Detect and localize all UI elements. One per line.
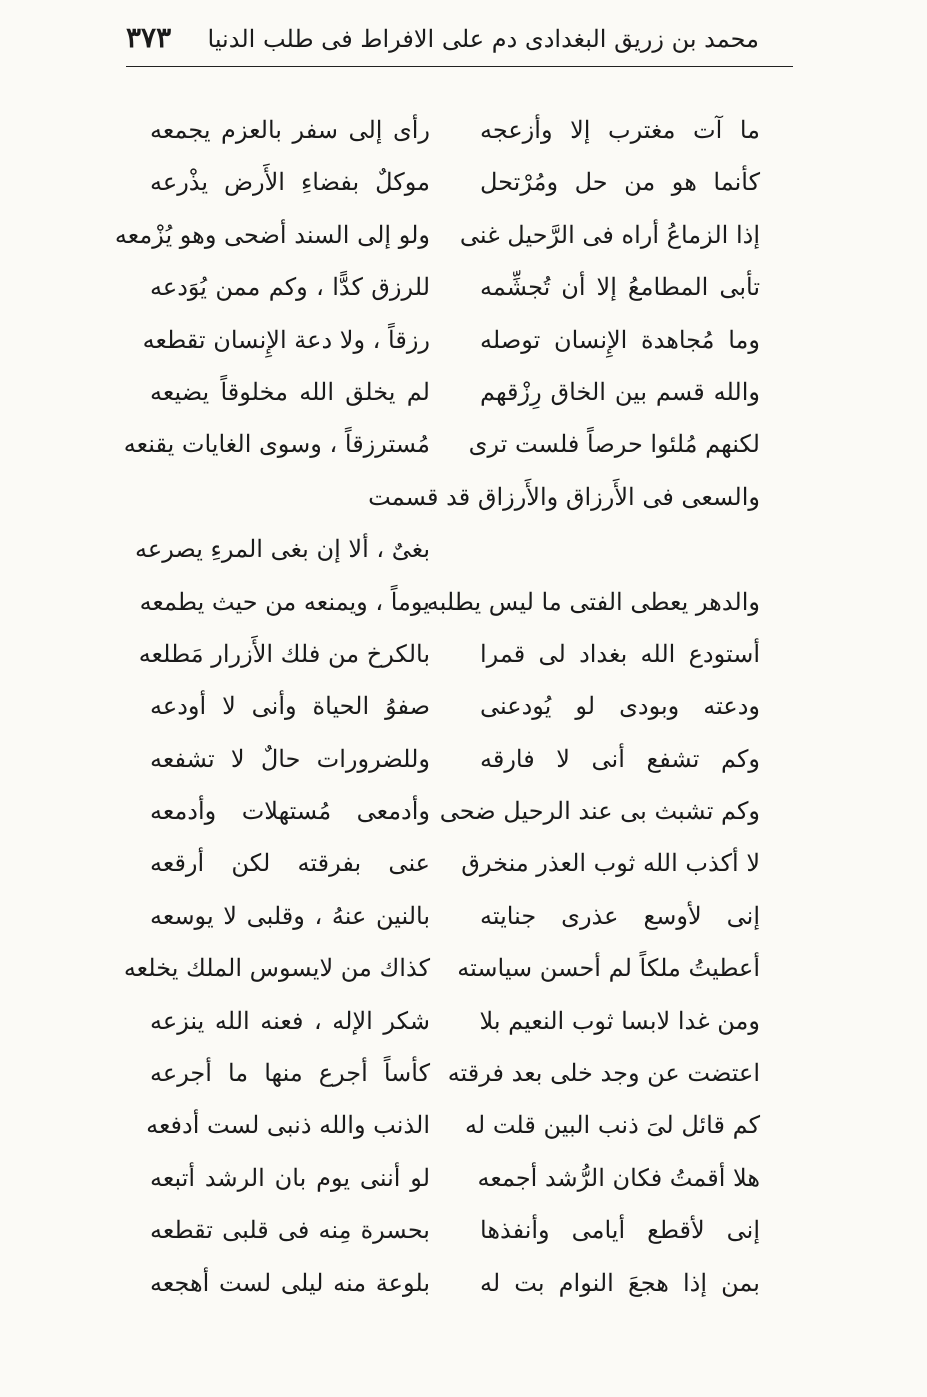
verse-line [150,1047,760,1099]
verse-second-hemistich: وللضرورات حالٌ لا تشفعه [150,744,430,773]
verse-second-hemistich: شكر الإله ، فعنه الله ينزعه [150,1006,430,1035]
verse-line [142,314,760,366]
verse-first-hemistich: ومن غدا لابسا ثوب النعيم بلا [479,1006,760,1035]
verse-first-hemistich: لا أكذب الله ثوب العذر منخرق [461,849,760,878]
verse-second-hemistich: لم يخلق الله مخلوقاً يضيعه [150,377,430,406]
verse-line [150,785,760,837]
verse-line [123,942,760,994]
verse-first-hemistich: بمن إذا هجعَ النوام بت له [480,1268,760,1297]
verse-line [114,209,760,261]
verse-first-hemistich: وما مُجاهدة الإِنسان توصله [480,325,760,354]
verse-first-hemistich: أستودع الله بغداد لى قمرا [480,639,760,668]
verse-second-hemistich: لو أننى يوم بان الرشد أتبعه [150,1163,430,1192]
verse-first-hemistich: وكم تشفع أنى لا فارقه [480,744,760,773]
verse-line [139,576,760,628]
verse-line [150,733,760,785]
verse-second-hemistich: رأى إلى سفر بالعزم يجمعه [150,116,430,144]
verse-second-hemistich: بلوعة منه ليلى لست أهجعه [150,1268,430,1297]
verse-line [150,890,760,942]
verse-second-hemistich: ولو إلى السند أضحى وهو يُزْمعه [114,220,430,249]
verse-line [150,156,760,208]
verse-line [150,680,760,732]
verse-line [150,104,760,156]
verse-first-hemistich: هلا أقمتُ فكان الرُّشد أجمعه [477,1163,760,1192]
verse-line [150,837,760,889]
verse-second-hemistich: رزقاً ، ولا دعة الإِنسان تقطعه [142,325,430,354]
verse-second-hemistich: صفوُ الحياة وأنى لا أودعه [150,692,430,721]
verse-second-hemistich: بغىٌ ، ألا إن بغى المرءِ يصرعه [135,535,430,564]
verse-first-hemistich: ودعته وبودى لو يُودعنى [480,692,760,721]
verse-first-hemistich: والله قسم بين الخاق رِزْقهم [480,377,760,406]
verse-second-hemistich: وأدمعى مُستهلات وأدمعه [150,797,430,826]
verse-line [150,471,760,523]
verse-second-hemistich: كذاك من لايسوس الملك يخلعه [123,954,430,983]
verse-first-hemistich: كأنما هو من حل ومُرْتحل [480,168,760,197]
running-title: محمد بن زريق البغدادى دم على الافراط فى طلب الدنيا [207,25,759,53]
verse-second-hemistich: مُسترزقاً ، وسوى الغايات يقنعه [123,430,430,459]
verse-first-hemistich: وكم تشبث بى عند الرحيل ضحى [439,797,760,826]
verse-line [123,418,760,470]
verse-second-hemistich: عنى بفرقته لكن أرقعه [150,849,430,878]
verse-second-hemistich: بالكرخ من فلك الأَزرار مَطلعه [138,639,430,668]
verse-second-hemistich: للرزق كدًّا ، وكم ممن يُوَدعه [150,273,430,302]
verse-line [150,261,760,313]
verse-first-hemistich: كم قائل لىَ ذنب البين قلت له [465,1111,760,1140]
verse-second-hemistich: كأساً أجرع منها ما أجرعه [150,1059,430,1088]
verse-line [146,1099,760,1151]
verse-first-hemistich: إذا الزماعُ أراه فى الرَّحيل غنى [459,220,760,249]
verse-first-hemistich: ما آت مغترب إلا وأزعجه [480,116,760,144]
verse-first-hemistich: اعتضت عن وجد خلى بعد فرقته [447,1059,760,1088]
verse-first-hemistich: لكنهم مُلئوا حرصاً فلست ترى [468,430,760,459]
verse-line [135,523,760,575]
verse-first-hemistich: والسعى فى الأَرزاق والأَرزاق قد قسمت [368,482,760,511]
page-number: ٣٧٣ [126,21,172,54]
verse-line [150,1257,760,1309]
verse-line [150,1204,760,1256]
verse-first-hemistich: تأبى المطامعُ إلا أن تُجشِّمه [480,273,760,302]
verse-first-hemistich: إنى لأوسع عذرى جنايته [480,901,760,930]
verse-second-hemistich: بحسرة مِنه فى قلبى تقطعه [150,1216,430,1245]
header-rule [126,66,793,67]
poem [114,104,760,1309]
verse-second-hemistich: موكلٌ بفضاءِ الأَرض يذْرعه [150,168,430,197]
verse-second-hemistich: الذنب والله ذنبى لست أدفعه [146,1111,430,1140]
verse-second-hemistich: يوماً ، ويمنعه من حيث يطمعه [139,587,430,616]
verse-first-hemistich: إنى لأقطع أيامى وأنفذها [480,1216,760,1245]
verse-line [150,366,760,418]
verse-line [150,1152,760,1204]
verse-line [138,628,760,680]
verse-first-hemistich: والدهر يعطى الفتى ما ليس يطلبه [426,587,760,616]
page-header [126,14,793,62]
verse-first-hemistich: أعطيتُ ملكاً لم أحسن سياسته [457,954,760,983]
verse-line [150,995,760,1047]
verse-second-hemistich: بالنين عنهُ ، وقلبى لا يوسعه [150,901,430,930]
